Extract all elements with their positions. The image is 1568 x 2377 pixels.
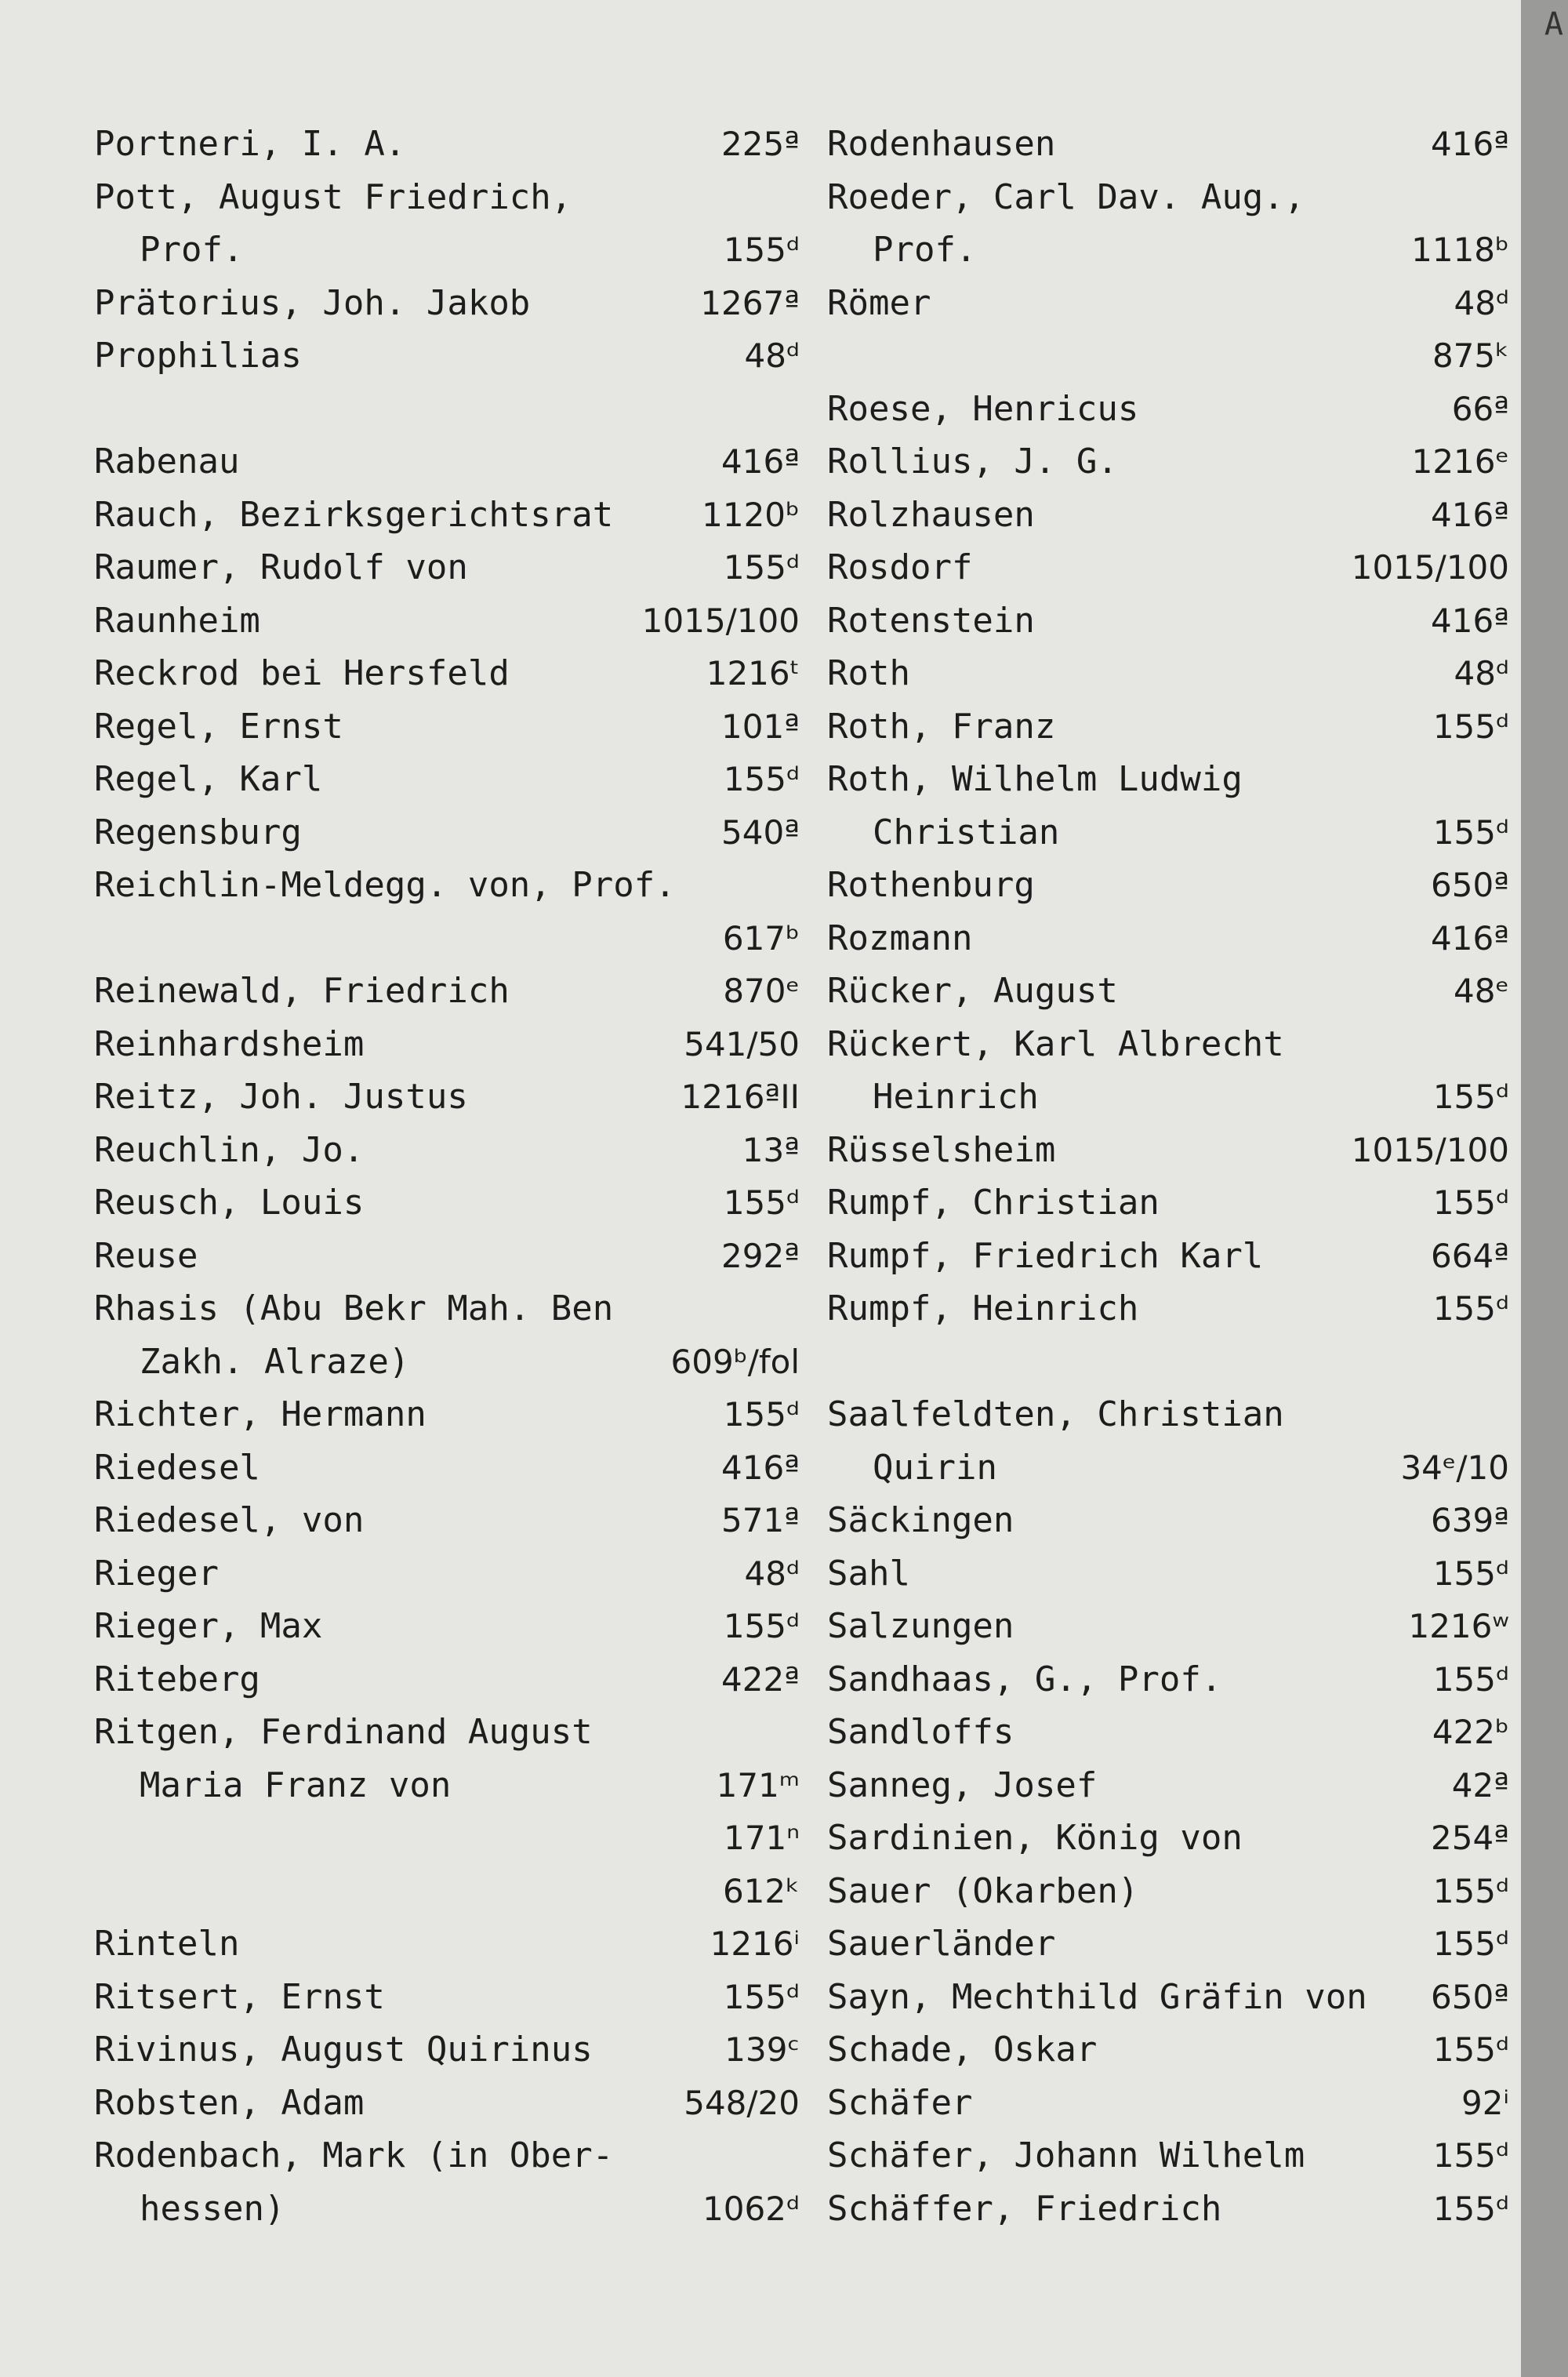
entry-reference: 155ᵈ — [1432, 2189, 1509, 2228]
entry-name-text: Rollius, J. G. — [827, 442, 1118, 482]
entry-name — [827, 594, 1035, 648]
entry-name — [827, 2129, 1305, 2183]
entry-reference: 155ᵈ — [1432, 1659, 1509, 1699]
section-gap — [94, 383, 800, 436]
entry-name — [827, 912, 972, 965]
entry-reference: 609ᵇ/fol — [670, 1342, 800, 1381]
entry-name — [827, 1124, 1055, 1177]
entry-name-text: Säckingen — [827, 1500, 1014, 1540]
entry-reference: 1015/100 — [1351, 1130, 1509, 1169]
entry-name — [827, 2023, 1097, 2077]
index-entry — [827, 1230, 1509, 1283]
entry-name-text: Rothenburg — [827, 865, 1035, 905]
page-edge — [1521, 0, 1568, 2377]
entry-name-text: Sanneg, Josef — [827, 1765, 1098, 1805]
entry-name — [94, 1917, 239, 1971]
entry-name-continuation: Christian — [873, 812, 1060, 852]
entry-reference: 416ª — [1431, 125, 1509, 163]
entry-name-text: Portneri, I. A. — [94, 124, 406, 164]
index-entry — [827, 435, 1509, 489]
entry-reference: 48ᵈ — [1454, 283, 1509, 322]
entry-name-text: Rolzhausen — [827, 494, 1035, 535]
entry-reference: 139ᶜ — [724, 2030, 800, 2069]
entry-name — [94, 806, 302, 860]
entry-reference: 155ᵈ — [1432, 1554, 1509, 1593]
index-entry — [827, 489, 1509, 542]
entry-name — [827, 1653, 1221, 1706]
entry-name — [94, 1282, 613, 1388]
entry-name-text: Ritsert, Ernst — [94, 1976, 385, 2017]
entry-name-text: Reitz, Joh. Justus — [94, 1077, 468, 1117]
entry-name — [94, 859, 676, 912]
section-gap — [827, 1336, 1509, 1389]
entry-reference: 92ⁱ — [1461, 2083, 1509, 2122]
index-entry — [94, 700, 800, 754]
entry-name-text: Rieger, Max — [94, 1606, 323, 1646]
entry-reference: 155ᵈ — [1432, 1289, 1509, 1328]
entry-reference: 155ᵈ — [723, 231, 800, 269]
entry-name-text: Schäfer, Johann Wilhelm — [827, 2135, 1305, 2175]
entry-name — [94, 1547, 219, 1601]
entry-name-text: Rotenstein — [827, 600, 1035, 641]
entry-reference: 639ª — [1431, 1501, 1509, 1539]
entry-name-text: Reuchlin, Jo. — [94, 1129, 365, 1170]
entry-name — [94, 541, 468, 594]
entry-reference: 416ª — [1431, 918, 1509, 958]
right-index-column — [827, 118, 1509, 2235]
entry-reference: 48ᵈ — [1454, 654, 1509, 692]
entry-name — [94, 1706, 593, 1812]
entry-name — [94, 700, 343, 754]
entry-reference: 1118ᵇ — [1411, 231, 1509, 269]
index-entry — [827, 1388, 1509, 1494]
index-entry — [827, 594, 1509, 648]
entry-name-text: Rodenhausen — [827, 124, 1056, 164]
index-entry — [94, 1547, 800, 1601]
index-entry — [94, 1388, 800, 1441]
index-entry — [827, 2183, 1509, 2236]
entry-name-text: Rumpf, Heinrich — [827, 1288, 1139, 1328]
entry-name — [94, 1971, 385, 2024]
entry-name — [94, 1600, 322, 1653]
entry-name-text: Rodenbach, Mark (in Ober- — [94, 2135, 614, 2175]
entry-reference: 66ª — [1451, 389, 1509, 428]
entry-reference: 292ª — [721, 1236, 800, 1275]
index-entry — [94, 118, 800, 171]
entry-name-text: Rauch, Bezirksgerichtsrat — [94, 494, 614, 535]
index-entry — [827, 1971, 1509, 2024]
entry-name-text: Prophilias — [94, 336, 302, 376]
index-entry — [827, 700, 1509, 754]
entry-name-text: Saalfeldten, Christian — [827, 1394, 1284, 1434]
entry-reference: 34ᵉ/10 — [1400, 1448, 1509, 1487]
index-entry — [94, 594, 800, 648]
entry-name-text: Salzungen — [827, 1606, 1014, 1646]
index-entry — [94, 753, 800, 806]
entry-name-text: Rückert, Karl Albrecht — [827, 1023, 1284, 1064]
index-entry — [94, 1282, 800, 1388]
entry-reference: 42ª — [1451, 1765, 1509, 1805]
index-entry — [94, 806, 800, 860]
entry-reference: 612ᵏ — [722, 1871, 800, 1910]
entry-name-text: Rabenau — [94, 442, 240, 482]
entry-name-text: Roth — [827, 653, 910, 693]
index-entry — [94, 1812, 800, 1865]
entry-reference: 416ª — [721, 442, 800, 481]
entry-name — [94, 2077, 364, 2130]
entry-name-text: Riedesel, von — [94, 1500, 365, 1540]
entry-name-text: Riteberg — [94, 1659, 260, 1699]
index-entry — [827, 329, 1509, 383]
index-entry — [94, 329, 800, 383]
index-entry — [94, 2023, 800, 2077]
entry-name — [827, 435, 1118, 489]
entry-name — [827, 1494, 1014, 1547]
entry-reference: 1216ʷ — [1408, 1607, 1509, 1645]
index-entry — [827, 1759, 1509, 1812]
entry-reference: 1062ᵈ — [702, 2189, 800, 2228]
entry-name — [94, 2023, 593, 2077]
index-entry — [827, 2077, 1509, 2130]
index-entry — [94, 435, 800, 489]
entry-name-text: Rieger — [94, 1553, 219, 1594]
index-entry — [94, 859, 800, 965]
entry-name-continuation: Quirin — [873, 1447, 997, 1488]
index-entry — [94, 1494, 800, 1547]
entry-name-continuation: Maria Franz von — [140, 1765, 452, 1805]
entry-name — [827, 1865, 1138, 1918]
entry-name — [827, 541, 972, 594]
index-entry — [94, 1706, 800, 1812]
entry-name — [94, 118, 405, 171]
entry-name-text: Schäfer — [827, 2082, 973, 2123]
entry-reference: 155ᵈ — [723, 1977, 800, 2016]
index-entry — [94, 171, 800, 277]
entry-name-text: Roese, Henricus — [827, 388, 1139, 429]
entry-name — [827, 965, 1118, 1018]
index-entry — [94, 965, 800, 1018]
index-entry — [94, 647, 800, 700]
index-entry — [827, 965, 1509, 1018]
entry-name — [94, 1494, 364, 1547]
index-entry — [827, 1547, 1509, 1601]
entry-name-text: Richter, Hermann — [94, 1394, 426, 1434]
index-entry — [827, 1494, 1509, 1547]
entry-name — [94, 329, 302, 383]
entry-name — [827, 171, 1305, 277]
entry-name-text: Roeder, Carl Dav. Aug., — [827, 176, 1305, 217]
entry-reference: 254ª — [1431, 1819, 1509, 1857]
entry-name — [94, 1230, 198, 1283]
entry-name — [827, 1547, 910, 1601]
entry-name — [94, 1070, 468, 1124]
index-entry — [827, 1282, 1509, 1336]
entry-name-text: Regel, Ernst — [94, 706, 343, 747]
entry-name-text: Schäffer, Friedrich — [827, 2188, 1222, 2229]
entry-name-text: Sauer (Okarben) — [827, 1870, 1139, 1911]
index-entry — [827, 647, 1509, 700]
index-entry — [827, 1600, 1509, 1653]
entry-reference: 155ᵈ — [723, 1183, 800, 1222]
entry-name-text: Reinhardsheim — [94, 1023, 365, 1064]
entry-reference: 155ᵈ — [723, 1607, 800, 1645]
entry-name — [94, 965, 510, 1018]
index-entry — [827, 383, 1509, 436]
entry-name-text: Rivinus, August Quirinus — [94, 2030, 593, 2070]
entry-reference: 155ᵈ — [1432, 1183, 1509, 1222]
index-entry — [827, 1176, 1509, 1230]
entry-name — [94, 277, 530, 330]
index-entry — [827, 1865, 1509, 1918]
entry-name — [827, 647, 910, 700]
entry-name — [94, 1441, 260, 1495]
entry-reference: 870ᵉ — [723, 972, 800, 1010]
entry-name — [94, 647, 510, 700]
entry-reference: 155ᵈ — [1432, 2030, 1509, 2069]
entry-reference: 1015/100 — [641, 601, 800, 640]
entry-reference: 155ᵈ — [1432, 1871, 1509, 1910]
index-entry — [94, 1441, 800, 1495]
entry-reference: 540ª — [721, 812, 800, 852]
entry-name — [94, 1176, 364, 1230]
entry-reference: 571ª — [721, 1501, 800, 1539]
index-entry — [827, 1653, 1509, 1706]
index-entry — [827, 912, 1509, 965]
entry-reference: 422ª — [721, 1659, 800, 1699]
entry-reference: 1267ª — [700, 283, 800, 322]
entry-name — [827, 859, 1035, 912]
index-entry — [94, 1653, 800, 1706]
index-entry — [827, 753, 1509, 859]
entry-reference: 617ᵇ — [722, 918, 800, 958]
entry-name-text: Schade, Oskar — [827, 2030, 1098, 2070]
entry-name — [827, 1230, 1263, 1283]
entry-name-text: Roth, Wilhelm Ludwig — [827, 759, 1243, 799]
entry-reference: 416ª — [1431, 601, 1509, 640]
entry-name-text: Rücker, August — [827, 971, 1118, 1011]
index-entry — [827, 1018, 1509, 1124]
index-entry — [94, 2077, 800, 2130]
entry-name-continuation: Prof. — [140, 230, 244, 270]
entry-name-text: Roth, Franz — [827, 706, 1056, 747]
entry-reference: 48ᵈ — [744, 1554, 800, 1593]
entry-name-text: Sardinien, König von — [827, 1818, 1243, 1858]
entry-reference: 48ᵉ — [1454, 972, 1509, 1010]
entry-name-text: Rumpf, Christian — [827, 1183, 1160, 1223]
entry-name — [827, 118, 1055, 171]
index-entry — [94, 2129, 800, 2235]
entry-reference: 155ᵈ — [723, 548, 800, 587]
entry-name-text: Römer — [827, 282, 931, 323]
entry-name — [94, 2129, 613, 2235]
entry-name — [827, 277, 931, 330]
entry-reference: 875ᵏ — [1432, 336, 1509, 375]
index-entry — [94, 1971, 800, 2024]
left-index-column — [94, 118, 800, 2235]
entry-name-text: Raunheim — [94, 600, 260, 641]
entry-name — [94, 1018, 364, 1071]
entry-name — [827, 1600, 1014, 1653]
entry-reference: 650ª — [1431, 1977, 1509, 2016]
entry-reference: 155ᵈ — [723, 1395, 800, 1434]
entry-name-text: Sauerländer — [827, 1924, 1056, 1964]
entry-name — [827, 1018, 1284, 1124]
entry-name-text: Rinteln — [94, 1924, 240, 1964]
corner-mark: A — [1544, 6, 1563, 42]
entry-name — [94, 435, 239, 489]
entry-reference: 416ª — [1431, 495, 1509, 534]
index-entry — [827, 2129, 1509, 2183]
entry-name-text: Reinewald, Friedrich — [94, 971, 510, 1011]
entry-reference: 101ª — [721, 707, 800, 746]
entry-reference: 650ª — [1431, 866, 1509, 904]
entry-name-text: Riedesel — [94, 1447, 260, 1488]
entry-reference: 422ᵇ — [1432, 1713, 1509, 1751]
index-entry — [94, 1124, 800, 1177]
entry-name-text: Sahl — [827, 1553, 910, 1594]
entry-name — [827, 1176, 1160, 1230]
index-entry — [94, 1018, 800, 1071]
entry-name — [94, 1388, 426, 1441]
entry-reference: 416ª — [721, 1448, 800, 1487]
entry-name-text: Pott, August Friedrich, — [94, 176, 572, 217]
entry-reference: 1216ªII — [681, 1078, 800, 1116]
index-entry — [827, 859, 1509, 912]
entry-name-continuation: Heinrich — [873, 1077, 1039, 1117]
index-entry — [827, 541, 1509, 594]
entry-name-text: Sayn, Mechthild Gräfin von — [827, 1976, 1367, 2017]
entry-reference: 1216ⁱ — [710, 1924, 800, 1963]
entry-reference: 48ᵈ — [744, 336, 800, 375]
entry-name-text: Rüsselsheim — [827, 1129, 1056, 1170]
entry-reference: 225ª — [721, 125, 800, 163]
entry-name — [94, 753, 322, 806]
entry-reference: 155ᵈ — [1432, 812, 1509, 852]
entry-name — [827, 2183, 1221, 2236]
entry-reference: 1015/100 — [1351, 548, 1509, 587]
entry-name-text: Reuse — [94, 1235, 198, 1276]
entry-name — [94, 171, 572, 277]
entry-reference: 155ᵈ — [723, 760, 800, 798]
entry-reference: 155ᵈ — [1432, 707, 1509, 746]
entry-name-text: Robsten, Adam — [94, 2082, 365, 2123]
entry-name-text: Rosdorf — [827, 547, 973, 587]
entry-reference: 155ᵈ — [1432, 1924, 1509, 1963]
entry-name — [827, 383, 1138, 436]
entry-name — [94, 489, 613, 542]
index-entry — [94, 541, 800, 594]
index-entry — [94, 1070, 800, 1124]
entry-reference: 548/20 — [684, 2083, 800, 2122]
entry-name-text: Reichlin-Meldegg. von, Prof. — [94, 865, 676, 905]
index-entry — [94, 1865, 800, 1918]
entry-name — [827, 753, 1243, 859]
entry-name-text: Ritgen, Ferdinand August — [94, 1712, 593, 1752]
index-entry — [94, 489, 800, 542]
index-entry — [827, 277, 1509, 330]
index-entry — [827, 171, 1509, 277]
entry-reference: 1120ᵇ — [702, 495, 800, 534]
entry-name-text: Regel, Karl — [94, 759, 323, 799]
index-entry — [827, 118, 1509, 171]
entry-name-text: Rumpf, Friedrich Karl — [827, 1235, 1264, 1276]
entry-reference: 171ᵐ — [716, 1765, 800, 1805]
entry-name-text: Raumer, Rudolf von — [94, 547, 468, 587]
entry-reference: 155ᵈ — [1432, 1078, 1509, 1116]
entry-name-text: Reusch, Louis — [94, 1183, 365, 1223]
entry-reference: 171ⁿ — [724, 1819, 800, 1857]
entry-reference: 664ª — [1431, 1236, 1509, 1275]
entry-name — [94, 1653, 260, 1706]
entry-name-text: Sandloffs — [827, 1712, 1014, 1752]
entry-name-text: Sandhaas, G., Prof. — [827, 1659, 1222, 1699]
index-entry — [827, 1917, 1509, 1971]
entry-name — [827, 2077, 972, 2130]
index-entry — [94, 277, 800, 330]
entry-name-text: Rhasis (Abu Bekr Mah. Ben — [94, 1288, 614, 1328]
index-entry — [827, 2023, 1509, 2077]
entry-name-continuation: Prof. — [873, 230, 977, 270]
entry-name — [827, 700, 1055, 754]
index-entry — [94, 1600, 800, 1653]
index-entry — [94, 1230, 800, 1283]
entry-name — [827, 1388, 1284, 1494]
entry-name — [827, 1917, 1055, 1971]
entry-name — [94, 594, 260, 648]
index-entry — [827, 1124, 1509, 1177]
entry-reference: 155ᵈ — [1432, 2136, 1509, 2175]
index-entry — [94, 1176, 800, 1230]
entry-name — [827, 1812, 1243, 1865]
index-entry — [94, 1917, 800, 1971]
entry-name-text: Regensburg — [94, 812, 302, 852]
entry-name — [827, 1282, 1138, 1336]
entry-name — [94, 1124, 364, 1177]
entry-name-text: Reckrod bei Hersfeld — [94, 653, 510, 693]
entry-name — [827, 1971, 1367, 2024]
entry-name — [827, 1706, 1014, 1759]
entry-name-continuation: Zakh. Alraze) — [140, 1341, 410, 1382]
entry-reference: 1216ᵉ — [1411, 442, 1509, 481]
index-entry — [827, 1812, 1509, 1865]
entry-name — [827, 489, 1035, 542]
entry-name-text: Rozmann — [827, 918, 973, 958]
entry-reference: 541/50 — [684, 1024, 800, 1063]
index-entry — [827, 1706, 1509, 1759]
entry-reference: 1216ᵗ — [706, 654, 800, 692]
entry-name-text: Prätorius, Joh. Jakob — [94, 282, 531, 323]
entry-reference: 13ª — [742, 1130, 800, 1169]
entry-name — [827, 1759, 1097, 1812]
entry-name-continuation: hessen) — [140, 2188, 285, 2229]
